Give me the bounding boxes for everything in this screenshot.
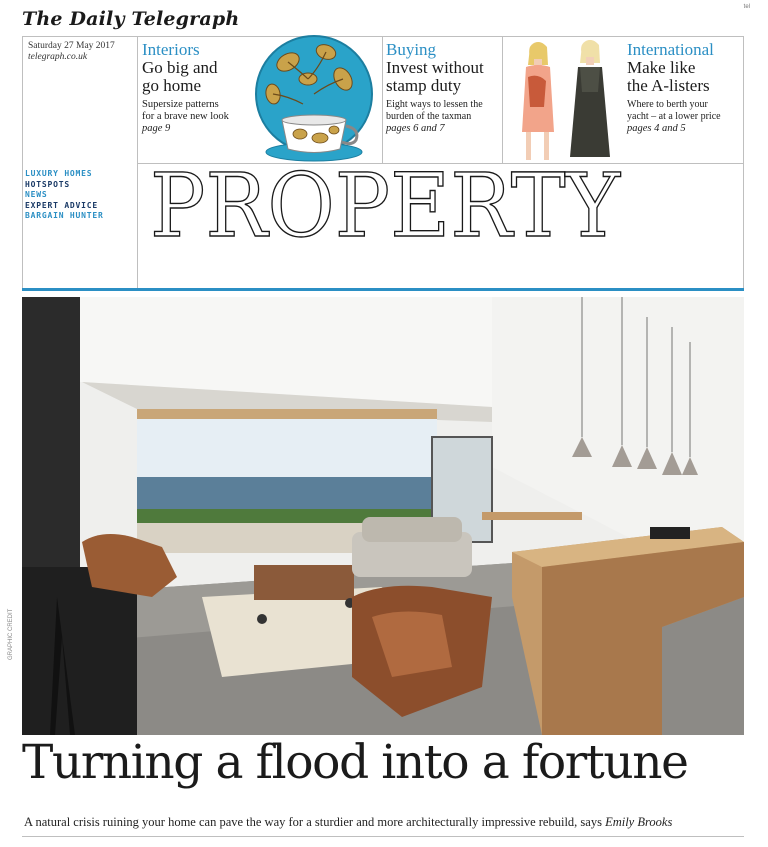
standfirst — [24, 815, 672, 830]
teaser-page: pages 4 and 5 — [627, 123, 686, 134]
edition-site: telegraph.co.uk — [28, 52, 88, 62]
teaser-sub-line1: Eight ways to lessen the — [386, 99, 483, 110]
teaser-sub-line2: for a brave new look — [142, 111, 229, 122]
teaser-buying[interactable] — [386, 40, 502, 135]
bottom-rule — [22, 836, 744, 837]
masthead-title: The Daily Telegraph — [22, 8, 240, 30]
teacup-plate-illustration — [248, 34, 380, 164]
section-title-text: PROPERTY — [150, 158, 621, 248]
standfirst-text: A natural crisis ruining your home can pave the way for a sturdier and more architecturally impressive rebuild, says — [24, 815, 606, 829]
teaser-page: pages 6 and 7 — [386, 123, 445, 134]
teaser-headline-line2: the A-listers — [627, 76, 710, 95]
column-divider — [502, 36, 503, 164]
teaser-headline-line1: Go big and — [142, 58, 218, 77]
teaser-kicker: Interiors — [142, 40, 200, 59]
standfirst-author[interactable]: Emily Brooks — [605, 815, 673, 829]
lead-headline[interactable]: Turning a flood into a fortune — [22, 735, 688, 790]
teaser-kicker: Buying — [386, 40, 437, 59]
edition-date: Saturday 27 May 2017 — [28, 41, 115, 51]
teaser-headline-line2: go home — [142, 76, 202, 95]
teaser-international[interactable] — [627, 40, 745, 135]
teaser-interiors[interactable] — [142, 40, 262, 135]
teaser-sub-line1: Supersize patterns — [142, 99, 219, 110]
nav-item-news[interactable]: NEWS — [25, 190, 48, 199]
nav-item-hotspots[interactable]: HOTSPOTS — [25, 179, 70, 189]
nav-item-luxury-homes[interactable]: LUXURY HOMES — [25, 169, 93, 178]
interior-photo — [22, 297, 744, 735]
teaser-headline-line1: Make like — [627, 58, 696, 77]
section-nav — [25, 169, 104, 222]
photo-credit: GRAPHIC CREDIT — [8, 608, 14, 660]
teaser-sub-line2: burden of the taxman — [386, 111, 472, 122]
teaser-headline-line1: Invest without — [386, 58, 484, 77]
edition-info — [28, 41, 115, 63]
teaser-sub-line1: Where to berth your — [627, 99, 708, 110]
section-title — [150, 158, 745, 248]
teaser-sub-line2: yacht – at a lower price — [627, 111, 721, 122]
column-divider — [382, 36, 383, 164]
teaser-kicker: International — [627, 40, 714, 59]
section-accent-bar — [22, 288, 744, 291]
celebrity-photo — [510, 37, 622, 163]
nav-item-bargain-hunter[interactable]: BARGAIN HUNTER — [25, 211, 104, 220]
folio: tel — [743, 4, 750, 10]
teaser-headline-line2: stamp duty — [386, 76, 462, 95]
teaser-page: page 9 — [142, 123, 171, 134]
nav-item-expert-advice[interactable]: EXPERT ADVICE — [25, 200, 99, 210]
